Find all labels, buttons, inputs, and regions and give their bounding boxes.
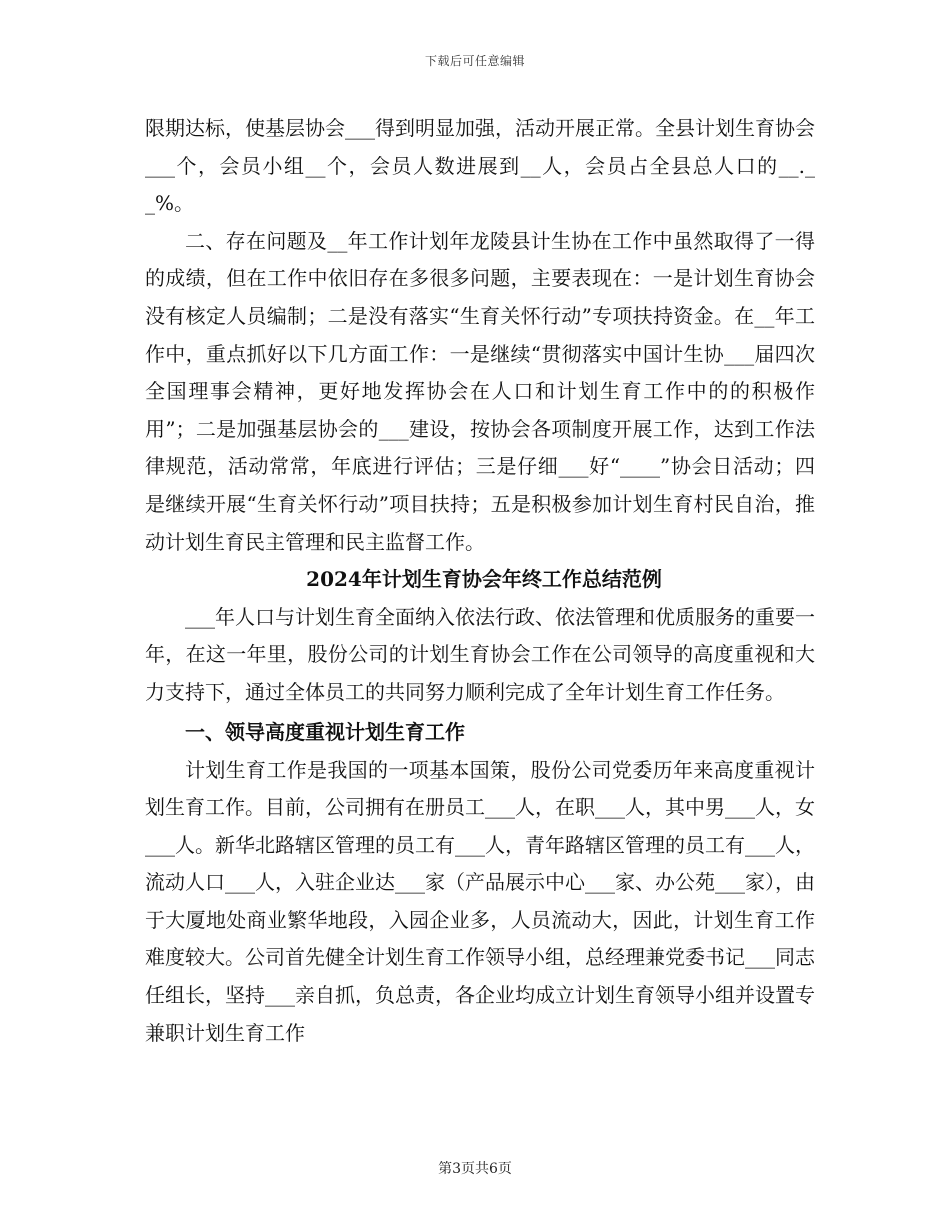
page-footer: 第3页共6页 (438, 1161, 512, 1177)
document-body (145, 110, 815, 1052)
section-heading-1: 一、领导高度重视计划生育工作 (185, 719, 465, 744)
page-header: 下载后可任意编辑 (424, 54, 525, 68)
paragraph-section-1: 计划生育工作是我国的一项基本国策，股份公司党委历年来高度重视计划生育工作。目前，公司拥有在册员工___人，在职___人，其中男___人，女___人。新华北路辖区管理的员工有___人，青年路辖区管理的员工有___人，流动人口___人，入驻企业达___家（产品展示中心___家、办公苑___家），由于大厦地处商业繁华地段，入园企业多，人员流动大，因此，计划生育工作难度较大。公司首先健全计划生育工作领导小组，总经理兼党委书记___同志任组长，坚持___亲自抓，负总责，各企业均成立计划生育领导小组并设置专兼职计划生育工作 (145, 757, 815, 1045)
paragraph-intro: ___年人口与计划生育全面纳入依法行政、依法管理和优质服务的重要一年，在这一年里，股份公司的计划生育协会工作在公司领导的高度重视和大力支持下，通过全体员工的共同努力顺利完成了全年计划生育工作任务。 (145, 604, 815, 704)
paragraph-problems-and-plan: 二、存在问题及__年工作计划年龙陵县计生协在工作中虽然取得了一得的成绩，但在工作中依旧存在多很多问题，主要表现在：一是计划生育协会没有核定人员编制；二是没有落实“生育关怀行动”专项扶持资金。在__年工作中，重点抓好以下几方面工作：一是继续“贯彻落实中国计生协___届四次全国理事会精神，更好地发挥协会在人口和计划生育工作中的的积极作用”；二是加强基层协会的___建设，按协会各项制度开展工作，达到工作法律规范，活动常常，年底进行评估；三是仔细___好“____”协会日活动；四是继续开展“生育关怀行动”项目扶持；五是积极参加计划生育村民自治，推动计划生育民主管理和民主监督工作。 (145, 228, 815, 554)
document-title: 2024年计划生育协会年终工作总结范例 (306, 567, 662, 592)
paragraph-continuation: 限期达标，使基层协会___得到明显加强，活动开展正常。全县计划生育协会___个，会员小组__个，会员人数进展到__人，会员占全县总人口的__.__%。 (145, 116, 815, 216)
